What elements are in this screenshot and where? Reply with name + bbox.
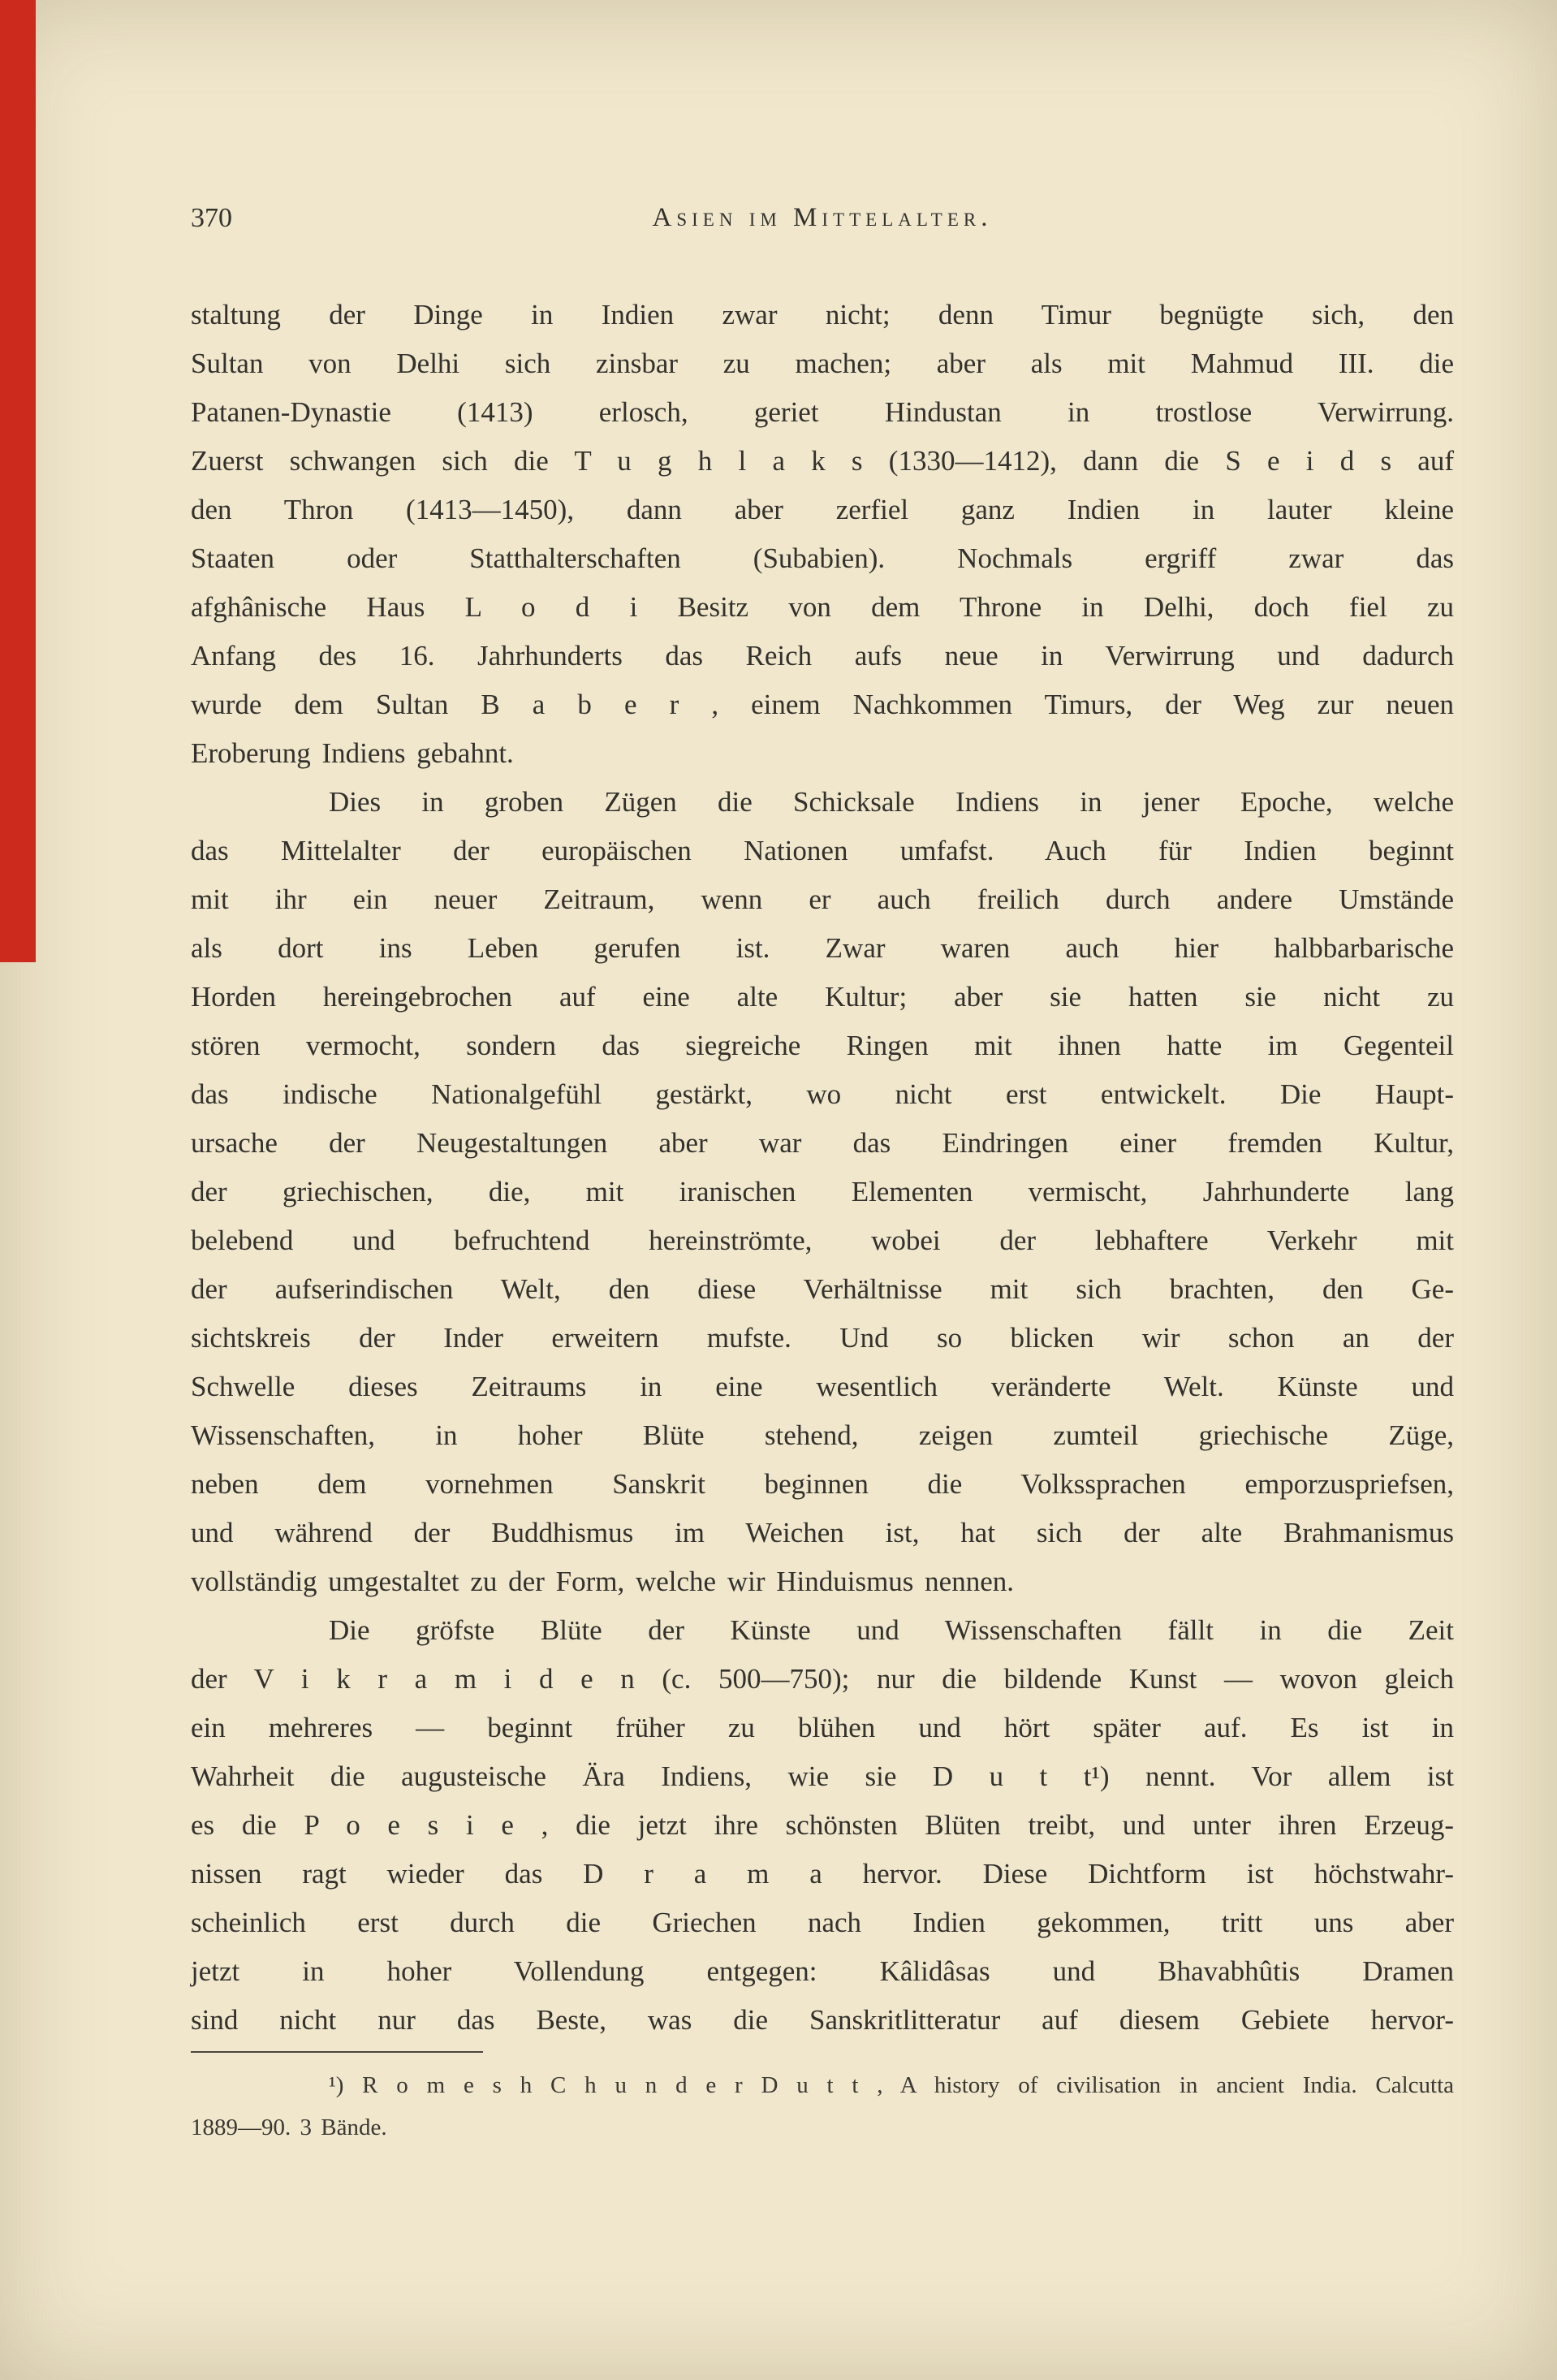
text-line: der aufserindischen Welt, den diese Verhältnisse mit sich brachten, den Ge- [191, 1273, 1454, 1305]
text-line: staltung der Dinge in Indien zwar nicht; denn Timur begnügte sich, den [191, 299, 1454, 330]
text-line: der griechischen, die, mit iranischen Elementen vermischt, Jahrhunderte lang [191, 1176, 1454, 1207]
running-title: Asien im Mittelalter. [652, 203, 993, 232]
page-number: 370 [191, 203, 232, 233]
text-line: afghânische Haus L o d i Besitz von dem Throne in Delhi, doch fiel zu [191, 591, 1454, 623]
text-line: mit ihr ein neuer Zeitraum, wenn er auch freilich durch andere Umstände [191, 883, 1454, 915]
text-line: Sultan von Delhi sich zinsbar zu machen; aber als mit Mahmud III. die [191, 348, 1454, 379]
text-line: belebend und befruchtend hereinströmte, wobei der lebhaftere Verkehr mit [191, 1225, 1454, 1256]
text-line: scheinlich erst durch die Griechen nach Indien gekommen, tritt uns aber [191, 1907, 1454, 1938]
text-line: Zuerst schwangen sich die T u g h l a k s (1330—1412), dann die S e i d s auf [191, 445, 1454, 477]
text-line: Die gröfste Blüte der Künste und Wissenschaften fällt in die Zeit [329, 1614, 1454, 1646]
text-line: den Thron (1413—1450), dann aber zerfiel ganz Indien in lauter kleine [191, 494, 1454, 525]
footnote-separator [191, 2051, 483, 2053]
text-line: Schwelle dieses Zeitraums in eine wesentlich veränderte Welt. Künste und [191, 1371, 1454, 1402]
text-line: es die P o e s i e , die jetzt ihre schönsten Blüten treibt, und unter ihren Erzeug- [191, 1809, 1454, 1841]
text-line: Staaten oder Statthalterschaften (Subabien). Nochmals ergriff zwar das [191, 542, 1454, 574]
text-line: neben dem vornehmen Sanskrit beginnen die Volkssprachen emporzuspriefsen, [191, 1468, 1454, 1500]
red-margin-strip [0, 0, 36, 962]
page-header [191, 203, 1454, 244]
text-line: Anfang des 16. Jahrhunderts das Reich aufs neue in Verwirrung und dadurch [191, 640, 1454, 672]
text-line: ¹) R o m e s h C h u n d e r D u t t , A history of civilisation in ancient India. Calcutta [329, 2072, 1454, 2098]
text-line: jetzt in hoher Vollendung entgegen: Kâlidâsas und Bhavabhûtis Dramen [191, 1955, 1454, 1987]
text-line: der V i k r a m i d e n (c. 500—750); nur die bildende Kunst — wovon gleich [191, 1663, 1454, 1695]
text-line: ursache der Neugestaltungen aber war das Eindringen einer fremden Kultur, [191, 1127, 1454, 1159]
text-line: sichtskreis der Inder erweitern mufste. Und so blicken wir schon an der [191, 1322, 1454, 1354]
text-line: vollständig umgestaltet zu der Form, welche wir Hinduismus nennen. [191, 1566, 1014, 1597]
text-line: und während der Buddhismus im Weichen ist, hat sich der alte Brahmanismus [191, 1517, 1454, 1549]
text-line: wurde dem Sultan B a b e r , einem Nachkommen Timurs, der Weg zur neuen [191, 689, 1454, 720]
text-line: Wahrheit die augusteische Ära Indiens, wie sie D u t t¹) nennt. Vor allem ist [191, 1760, 1454, 1792]
text-line: sind nicht nur das Beste, was die Sanskritlitteratur auf diesem Gebiete hervor- [191, 2004, 1454, 2036]
text-line: Patanen-Dynastie (1413) erlosch, geriet Hindustan in trostlose Verwirrung. [191, 396, 1454, 428]
text-line: das indische Nationalgefühl gestärkt, wo nicht erst entwickelt. Die Haupt- [191, 1078, 1454, 1110]
text-line: das Mittelalter der europäischen Nationen umfafst. Auch für Indien beginnt [191, 835, 1454, 866]
text-line: stören vermocht, sondern das siegreiche Ringen mit ihnen hatte im Gegenteil [191, 1030, 1454, 1061]
text-line: Eroberung Indiens gebahnt. [191, 737, 514, 769]
text-line: Horden hereingebrochen auf eine alte Kultur; aber sie hatten sie nicht zu [191, 981, 1454, 1013]
text-line: ein mehreres — beginnt früher zu blühen und hört später auf. Es ist in [191, 1712, 1454, 1743]
text-line: 1889—90. 3 Bände. [191, 2114, 387, 2140]
text-line: als dort ins Leben gerufen ist. Zwar waren auch hier halbbarbarische [191, 932, 1454, 964]
text-line: Dies in groben Zügen die Schicksale Indiens in jener Epoche, welche [329, 786, 1454, 818]
text-line: nissen ragt wieder das D r a m a hervor. Diese Dichtform ist höchstwahr- [191, 1858, 1454, 1890]
text-line: Wissenschaften, in hoher Blüte stehend, zeigen zumteil griechische Züge, [191, 1419, 1454, 1451]
footnote [191, 2064, 1454, 2149]
body-text [191, 291, 1454, 2045]
